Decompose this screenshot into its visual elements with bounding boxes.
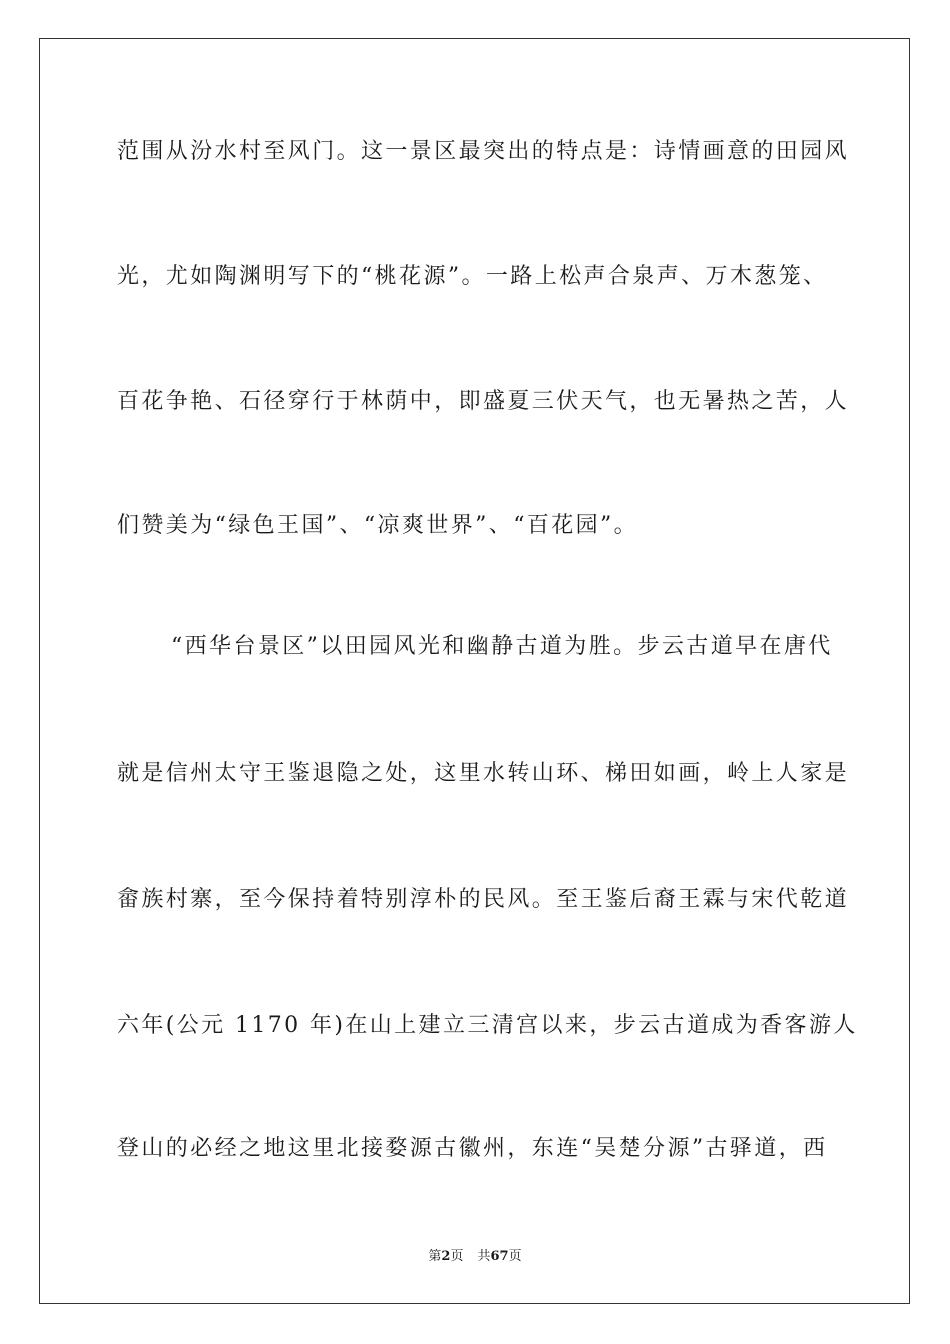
- paragraph-line-4: 们赞美为“绿色王国”、“凉爽世界”、“百花园”。: [117, 513, 639, 538]
- paragraph-line-5: “西华台景区”以田园风光和幽静古道为胜。步云古道早在唐代: [171, 634, 833, 659]
- paragraph-line-9: 登山的必经之地这里北接婺源古徽州，东连“吴楚分源”古驿道，西: [117, 1136, 828, 1161]
- paragraph-line-2: 光，尤如陶渊明写下的“桃花源”。一路上松声合泉声、万木葱笼、: [117, 264, 828, 289]
- page-number: 2: [441, 1249, 451, 1264]
- page-footer: [0, 1245, 950, 1264]
- total-pages: 67: [490, 1249, 509, 1264]
- total-suffix: 页: [508, 1249, 522, 1264]
- page-prefix: 第: [428, 1249, 442, 1264]
- total-prefix: 共: [477, 1249, 491, 1264]
- paragraph-line-8: 六年(公元 1170 年)在山上建立三清宫以来，步云古道成为香客游人: [117, 1013, 858, 1038]
- page-suffix: 页: [450, 1249, 464, 1264]
- paragraph-line-3: 百花争艳、石径穿行于林荫中，即盛夏三伏天气，也无暑热之苦，人: [117, 389, 850, 414]
- page-border: [39, 38, 910, 1304]
- paragraph-line-1: 范围从汾水村至风门。这一景区最突出的特点是：诗情画意的田园风: [117, 139, 850, 164]
- paragraph-line-6: 就是信州太守王鉴退隐之处，这里水转山环、梯田如画，岭上人家是: [117, 761, 850, 786]
- paragraph-line-7: 畲族村寨，至今保持着特别淳朴的民风。至王鉴后裔王霖与宋代乾道: [117, 887, 850, 912]
